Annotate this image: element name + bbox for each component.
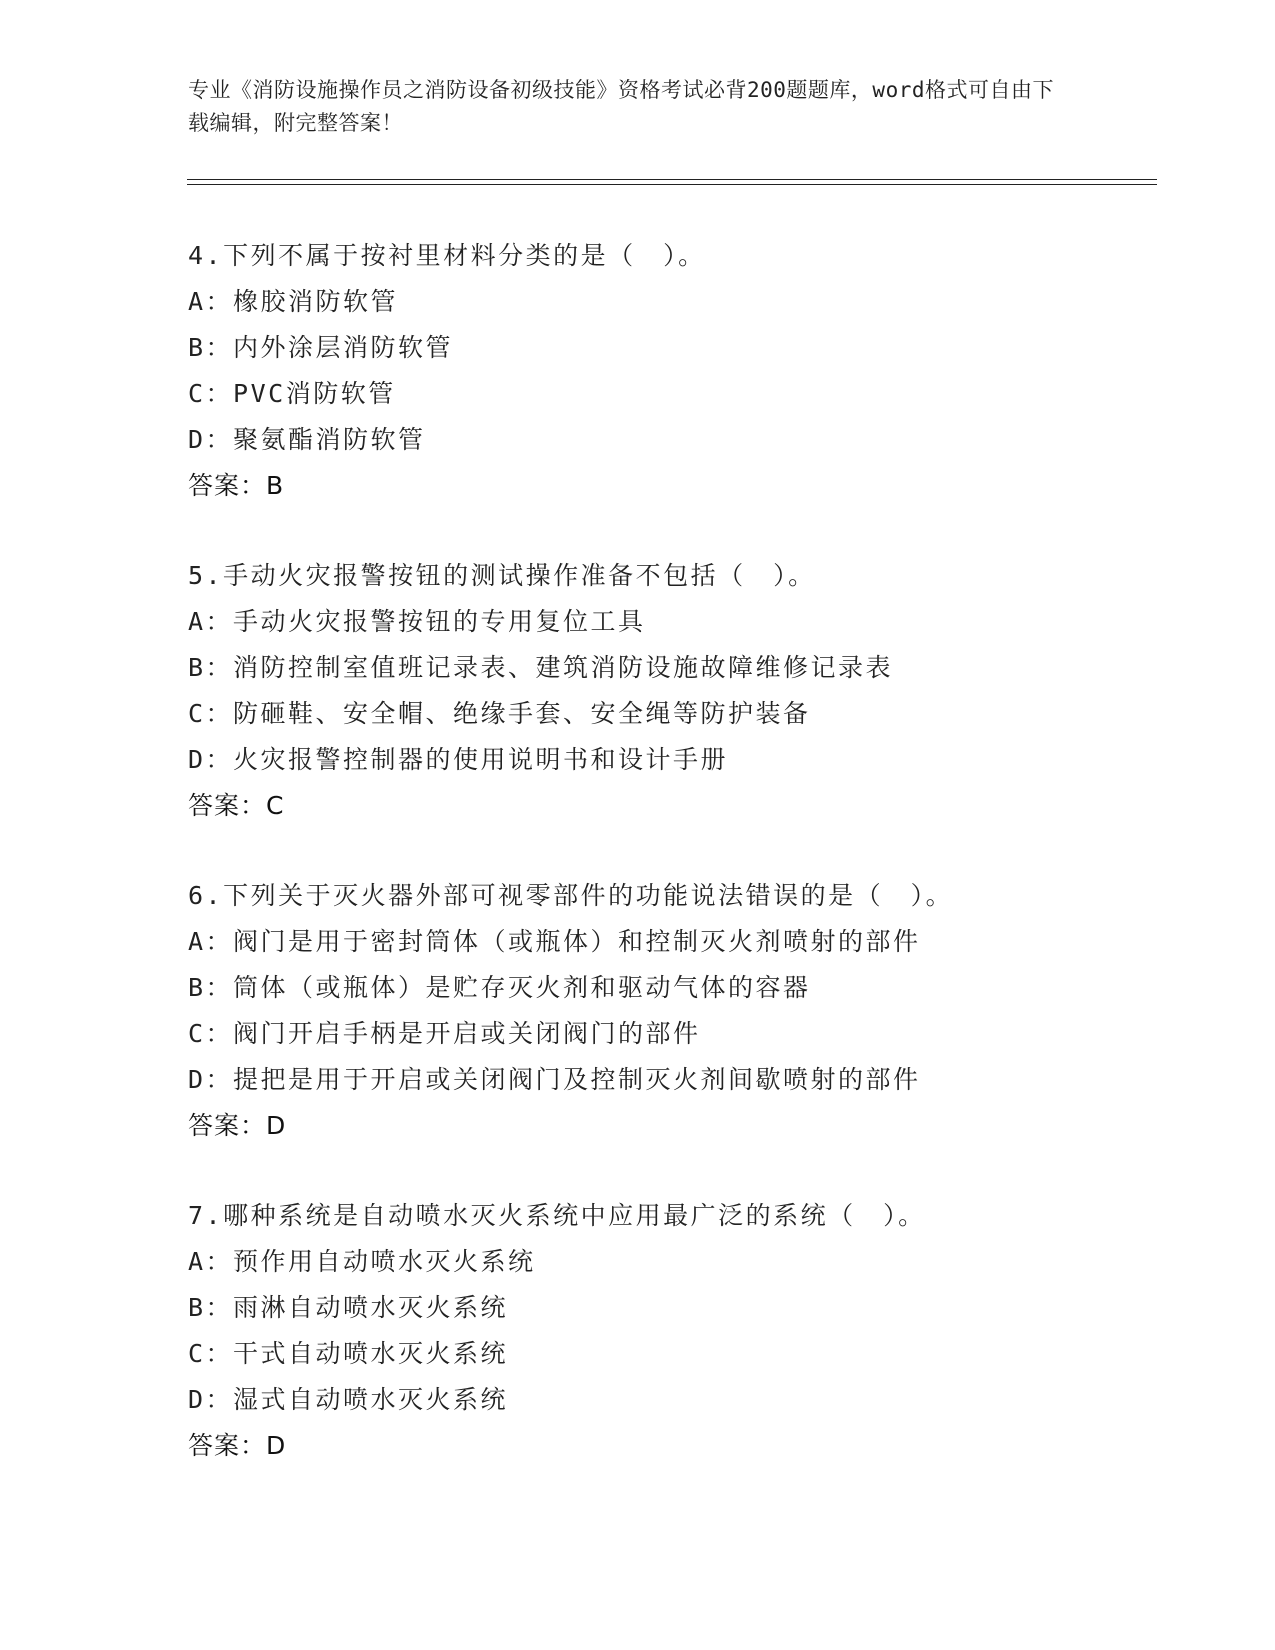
question-stem: 7.哪种系统是自动喷水灭火系统中应用最广泛的系统（ ）。 [188, 1201, 926, 1230]
option-a: A：手动火灾报警按钮的专用复位工具 [188, 607, 646, 636]
option-c: C：阀门开启手柄是开启或关闭阀门的部件 [188, 1019, 701, 1048]
option-a: A：橡胶消防软管 [188, 287, 399, 316]
option-b: B：筒体（或瓶体）是贮存灭火剂和驱动气体的容器 [188, 973, 811, 1002]
question-stem: 5.手动火灾报警按钮的测试操作准备不包括（ ）。 [188, 561, 816, 590]
option-a: A：预作用自动喷水灭火系统 [188, 1247, 536, 1276]
option-c: C：干式自动喷水灭火系统 [188, 1339, 509, 1368]
option-d: D：湿式自动喷水灭火系统 [188, 1385, 509, 1414]
answer-line: 答案：C [188, 791, 285, 820]
question-6 [188, 873, 1188, 1149]
header-divider-top [187, 179, 1157, 180]
option-a: A：阀门是用于密封筒体（或瓶体）和控制灭火剂喷射的部件 [188, 927, 921, 956]
option-b: B：雨淋自动喷水灭火系统 [188, 1293, 509, 1322]
question-4 [188, 233, 1188, 509]
question-7 [188, 1193, 1188, 1469]
option-c: C：PVC消防软管 [188, 379, 396, 408]
question-5 [188, 553, 1188, 829]
option-d: D：提把是用于开启或关闭阀门及控制灭火剂间歇喷射的部件 [188, 1065, 921, 1094]
question-stem: 6.下列关于灭火器外部可视零部件的功能说法错误的是（ ）。 [188, 881, 954, 910]
option-b: B：消防控制室值班记录表、建筑消防设施故障维修记录表 [188, 653, 894, 682]
answer-line: 答案：B [188, 471, 285, 500]
option-c: C：防砸鞋、安全帽、绝缘手套、安全绳等防护装备 [188, 699, 811, 728]
option-d: D：火灾报警控制器的使用说明书和设计手册 [188, 745, 729, 774]
answer-line: 答案：D [188, 1111, 287, 1140]
option-d: D：聚氨酯消防软管 [188, 425, 426, 454]
question-stem: 4.下列不属于按衬里材料分类的是（ ）。 [188, 241, 706, 270]
answer-line: 答案：D [188, 1431, 287, 1460]
document-header: 专业《消防设施操作员之消防设备初级技能》资格考试必背200题题库，word格式可自由下载编辑，附完整答案！ [188, 78, 1054, 135]
option-b: B：内外涂层消防软管 [188, 333, 454, 362]
header-divider-bottom [187, 184, 1157, 185]
